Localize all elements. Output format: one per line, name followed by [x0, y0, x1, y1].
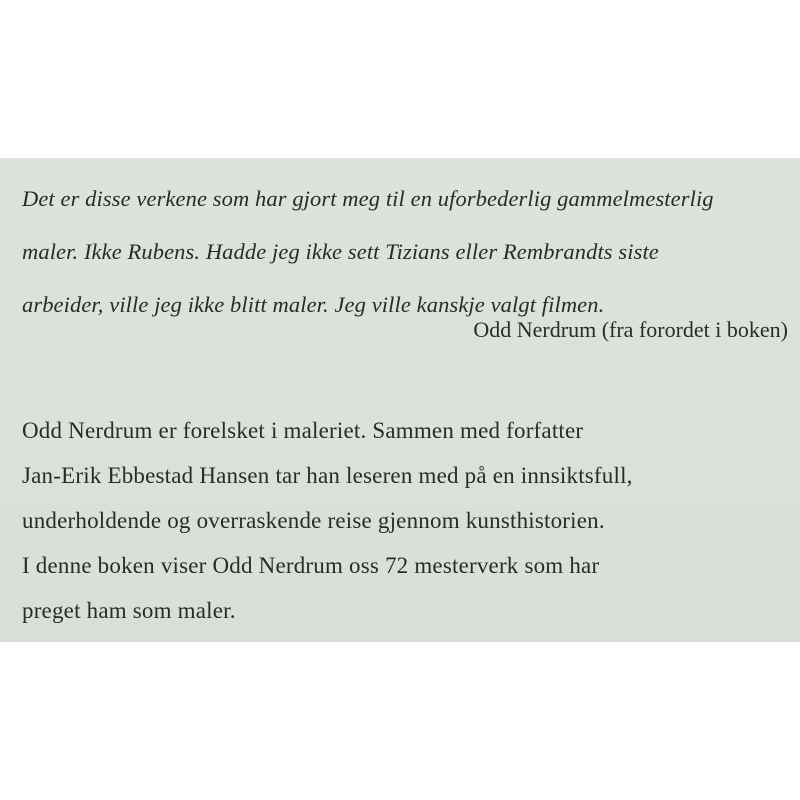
description-line: Jan-Erik Ebbestad Hansen tar han leseren med på en innsiktsfull,: [22, 463, 633, 488]
book-cover-panel: [0, 158, 800, 642]
quote-line: Det er disse verkene som har gjort meg til en uforbederlig gammelmesterlig: [22, 186, 714, 211]
quote: [22, 172, 792, 331]
description-line: underholdende og overraskende reise gjennom kunsthistorien.: [22, 508, 605, 533]
quote-attribution: Odd Nerdrum (fra forordet i boken): [473, 317, 788, 342]
quote-line: arbeider, ville jeg ikke blitt maler. Jeg ville kanskje valgt filmen.: [22, 292, 605, 317]
description-line: I denne boken viser Odd Nerdrum oss 72 mesterverk som har: [22, 553, 600, 578]
book-description: [22, 408, 792, 633]
description-line: Odd Nerdrum er forelsket i maleriet. Sammen med forfatter: [22, 418, 584, 443]
quote-line: maler. Ikke Rubens. Hadde jeg ikke sett Tizians eller Rembrandts siste: [22, 239, 659, 264]
description-line: preget ham som maler.: [22, 598, 236, 623]
